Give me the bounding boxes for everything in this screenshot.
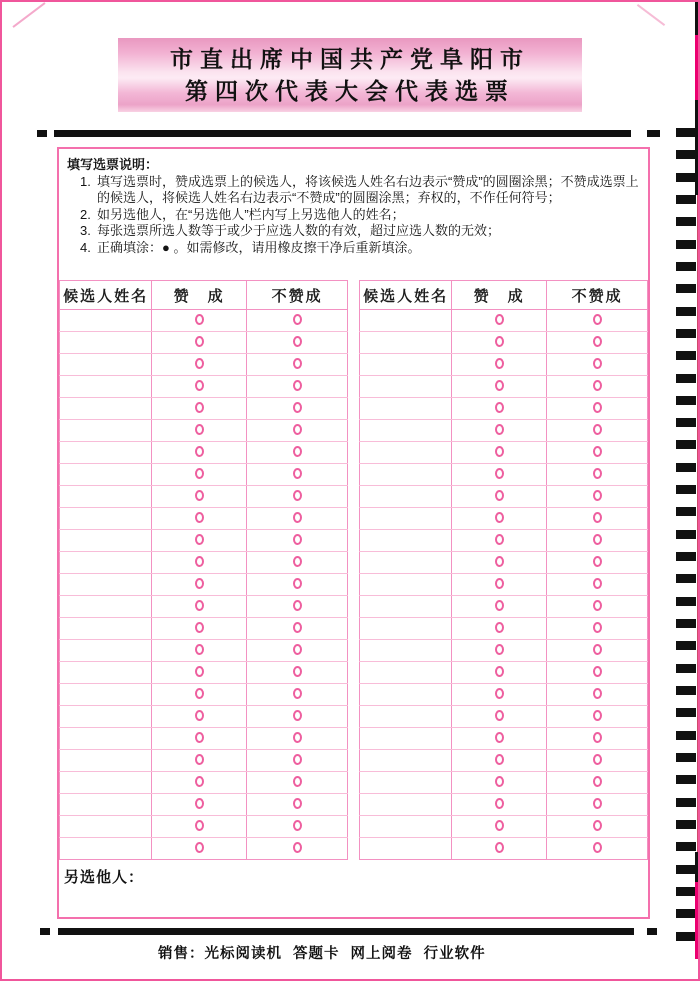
timing-mark bbox=[676, 753, 696, 762]
ballot-row bbox=[360, 750, 648, 772]
disapprove-bubble[interactable] bbox=[293, 424, 302, 435]
approve-bubble[interactable] bbox=[195, 556, 204, 567]
disapprove-bubble[interactable] bbox=[593, 336, 602, 347]
instruction-number: 3. bbox=[80, 223, 91, 238]
candidate-name-cell[interactable] bbox=[60, 398, 152, 420]
ballot-row bbox=[360, 794, 648, 816]
disapprove-bubble[interactable] bbox=[293, 534, 302, 545]
candidate-name-cell[interactable] bbox=[60, 684, 152, 706]
approve-bubble[interactable] bbox=[495, 512, 504, 523]
timing-mark bbox=[676, 128, 696, 137]
approve-bubble[interactable] bbox=[195, 578, 204, 589]
instruction-text: 每张选票所选人数等于或少于应选人数的有效，超过应选人数的无效； bbox=[97, 223, 501, 238]
title-line-1: 市直出席中国共产党阜阳市 bbox=[170, 46, 530, 72]
approve-bubble[interactable] bbox=[495, 534, 504, 545]
approve-bubble[interactable] bbox=[195, 644, 204, 655]
ballot-row bbox=[60, 728, 348, 750]
candidate-name-cell[interactable] bbox=[360, 772, 452, 794]
approve-bubble[interactable] bbox=[195, 688, 204, 699]
title-line-2: 第四次代表大会代表选票 bbox=[185, 78, 515, 104]
ballot-row bbox=[360, 442, 648, 464]
disapprove-bubble[interactable] bbox=[593, 402, 602, 413]
disapprove-bubble[interactable] bbox=[293, 798, 302, 809]
ballot-row bbox=[360, 684, 648, 706]
timing-mark bbox=[676, 619, 696, 628]
timing-mark bbox=[676, 530, 696, 539]
approve-bubble[interactable] bbox=[495, 688, 504, 699]
timing-mark bbox=[676, 842, 696, 851]
disapprove-bubble[interactable] bbox=[593, 732, 602, 743]
approve-bubble[interactable] bbox=[195, 314, 204, 325]
disapprove-bubble[interactable] bbox=[293, 446, 302, 457]
ballot-row bbox=[60, 530, 348, 552]
candidate-name-cell[interactable] bbox=[360, 574, 452, 596]
approve-bubble[interactable] bbox=[495, 732, 504, 743]
sync-square-icon bbox=[40, 928, 50, 935]
disapprove-bubble[interactable] bbox=[293, 402, 302, 413]
ballot-row bbox=[360, 508, 648, 530]
candidate-name-cell[interactable] bbox=[360, 376, 452, 398]
candidate-name-cell[interactable] bbox=[360, 684, 452, 706]
approve-bubble[interactable] bbox=[195, 512, 204, 523]
timing-mark bbox=[676, 329, 696, 338]
ballot-row bbox=[60, 838, 348, 860]
ballot-row bbox=[60, 442, 348, 464]
disapprove-bubble[interactable] bbox=[293, 358, 302, 369]
approve-bubble[interactable] bbox=[495, 842, 504, 853]
timing-mark bbox=[676, 731, 696, 740]
candidate-name-cell[interactable] bbox=[360, 838, 452, 860]
timing-mark bbox=[676, 374, 696, 383]
disapprove-bubble[interactable] bbox=[593, 468, 602, 479]
disapprove-bubble[interactable] bbox=[593, 358, 602, 369]
timing-mark bbox=[676, 597, 696, 606]
timing-mark bbox=[676, 664, 696, 673]
disapprove-bubble[interactable] bbox=[593, 842, 602, 853]
candidate-name-cell[interactable] bbox=[60, 816, 152, 838]
ballot-row bbox=[360, 662, 648, 684]
instructions-block bbox=[59, 149, 648, 280]
approve-bubble[interactable] bbox=[495, 424, 504, 435]
calibration-strip-black-upper bbox=[695, 100, 700, 195]
timing-mark bbox=[676, 686, 696, 695]
approve-bubble[interactable] bbox=[495, 666, 504, 677]
instructions-heading: 填写选票说明： bbox=[67, 157, 159, 172]
candidate-name-cell[interactable] bbox=[360, 354, 452, 376]
ballot-row bbox=[60, 750, 348, 772]
ballot-row bbox=[60, 596, 348, 618]
ballot-row bbox=[360, 574, 648, 596]
disapprove-bubble[interactable] bbox=[593, 556, 602, 567]
candidate-name-cell[interactable] bbox=[60, 332, 152, 354]
disapprove-bubble[interactable] bbox=[293, 336, 302, 347]
disapprove-bubble[interactable] bbox=[293, 314, 302, 325]
ballot-row bbox=[60, 684, 348, 706]
candidate-name-cell[interactable] bbox=[360, 464, 452, 486]
column-header-disapprove: 不赞成 bbox=[547, 281, 648, 310]
approve-bubble[interactable] bbox=[495, 314, 504, 325]
ballot-row bbox=[60, 618, 348, 640]
sync-long-bar bbox=[54, 130, 631, 137]
candidate-name-cell[interactable] bbox=[360, 618, 452, 640]
disapprove-bubble[interactable] bbox=[593, 666, 602, 677]
column-header-approve: 赞 成 bbox=[152, 281, 247, 310]
ballot-row bbox=[360, 530, 648, 552]
candidate-name-cell[interactable] bbox=[360, 662, 452, 684]
candidate-name-cell[interactable] bbox=[360, 398, 452, 420]
ballot-row bbox=[360, 398, 648, 420]
disapprove-bubble[interactable] bbox=[293, 622, 302, 633]
ballot-row bbox=[60, 420, 348, 442]
approve-bubble[interactable] bbox=[495, 402, 504, 413]
approve-bubble[interactable] bbox=[195, 380, 204, 391]
sync-long-bar bbox=[58, 928, 634, 935]
instruction-number: 2. bbox=[80, 206, 91, 222]
disapprove-bubble[interactable] bbox=[593, 798, 602, 809]
disapprove-bubble[interactable] bbox=[293, 578, 302, 589]
approve-bubble[interactable] bbox=[195, 776, 204, 787]
timing-mark bbox=[676, 887, 696, 896]
candidate-name-cell[interactable] bbox=[360, 552, 452, 574]
instruction-number: 4. bbox=[80, 239, 91, 255]
timing-mark bbox=[676, 865, 696, 874]
timing-mark bbox=[676, 195, 696, 204]
calibration-strip-magenta-bottom bbox=[695, 882, 700, 959]
candidate-name-cell[interactable] bbox=[360, 596, 452, 618]
ballot-row bbox=[360, 332, 648, 354]
candidate-name-cell[interactable] bbox=[60, 574, 152, 596]
ballot-row bbox=[60, 552, 348, 574]
timing-mark bbox=[676, 351, 696, 360]
instruction-item-2 bbox=[67, 207, 640, 224]
disapprove-bubble[interactable] bbox=[593, 622, 602, 633]
approve-bubble[interactable] bbox=[195, 820, 204, 831]
timing-mark bbox=[676, 708, 696, 717]
column-header-disapprove: 不赞成 bbox=[247, 281, 348, 310]
candidate-name-cell[interactable] bbox=[60, 706, 152, 728]
column-header-candidate-name: 候选人姓名 bbox=[360, 281, 452, 310]
candidate-name-cell[interactable] bbox=[60, 838, 152, 860]
candidate-name-cell[interactable] bbox=[60, 508, 152, 530]
timing-mark bbox=[676, 463, 696, 472]
disapprove-bubble[interactable] bbox=[293, 468, 302, 479]
disapprove-bubble[interactable] bbox=[293, 842, 302, 853]
disapprove-bubble[interactable] bbox=[593, 600, 602, 611]
ballot-row bbox=[360, 310, 648, 332]
disapprove-bubble[interactable] bbox=[593, 314, 602, 325]
disapprove-bubble[interactable] bbox=[293, 754, 302, 765]
candidate-name-cell[interactable] bbox=[60, 662, 152, 684]
ballot-row bbox=[60, 398, 348, 420]
sync-end-dash bbox=[647, 928, 657, 935]
ballot-row bbox=[360, 354, 648, 376]
ballot-row bbox=[360, 816, 648, 838]
ballot-row bbox=[360, 772, 648, 794]
instruction-text: 如另选他人，在“另选他人”栏内写上另选他人的姓名； bbox=[97, 206, 405, 222]
candidate-name-cell[interactable] bbox=[60, 486, 152, 508]
timing-mark bbox=[676, 798, 696, 807]
timing-mark bbox=[676, 396, 696, 405]
approve-bubble[interactable] bbox=[495, 446, 504, 457]
candidate-name-cell[interactable] bbox=[360, 728, 452, 750]
disapprove-bubble[interactable] bbox=[593, 446, 602, 457]
candidate-name-cell[interactable] bbox=[60, 640, 152, 662]
disapprove-bubble[interactable] bbox=[293, 490, 302, 501]
timing-mark bbox=[676, 262, 696, 271]
approve-bubble[interactable] bbox=[495, 622, 504, 633]
candidate-name-cell[interactable] bbox=[60, 354, 152, 376]
calibration-strip-black-top bbox=[695, 2, 700, 35]
ballot-form-box bbox=[57, 147, 650, 919]
timing-mark bbox=[676, 820, 696, 829]
approve-bubble[interactable] bbox=[195, 754, 204, 765]
ballot-tables bbox=[59, 280, 648, 859]
ballot-row bbox=[60, 310, 348, 332]
candidate-name-cell[interactable] bbox=[60, 728, 152, 750]
ballot-row bbox=[360, 552, 648, 574]
candidate-name-cell[interactable] bbox=[60, 530, 152, 552]
approve-bubble[interactable] bbox=[495, 754, 504, 765]
timing-mark bbox=[676, 641, 696, 650]
candidate-name-cell[interactable] bbox=[60, 596, 152, 618]
disapprove-bubble[interactable] bbox=[593, 776, 602, 787]
column-header-approve: 赞 成 bbox=[452, 281, 547, 310]
ballot-row bbox=[360, 420, 648, 442]
timing-mark bbox=[676, 418, 696, 427]
timing-mark bbox=[676, 284, 696, 293]
disapprove-bubble[interactable] bbox=[593, 490, 602, 501]
ballot-row bbox=[360, 618, 648, 640]
ballot-row bbox=[60, 464, 348, 486]
approve-bubble[interactable] bbox=[195, 446, 204, 457]
approve-bubble[interactable] bbox=[195, 600, 204, 611]
candidate-name-cell[interactable] bbox=[60, 310, 152, 332]
ballot-row bbox=[60, 640, 348, 662]
approve-bubble[interactable] bbox=[195, 336, 204, 347]
approve-bubble[interactable] bbox=[495, 556, 504, 567]
approve-bubble[interactable] bbox=[195, 358, 204, 369]
approve-bubble[interactable] bbox=[495, 820, 504, 831]
timing-mark bbox=[676, 307, 696, 316]
timing-mark bbox=[676, 150, 696, 159]
approve-bubble[interactable] bbox=[195, 798, 204, 809]
instruction-number: 1. bbox=[80, 173, 91, 189]
ballot-table-left bbox=[59, 280, 348, 859]
ballot-row bbox=[60, 332, 348, 354]
approve-bubble[interactable] bbox=[495, 578, 504, 589]
timing-mark bbox=[676, 240, 696, 249]
disapprove-bubble[interactable] bbox=[293, 820, 302, 831]
disapprove-bubble[interactable] bbox=[593, 820, 602, 831]
candidate-name-cell[interactable] bbox=[60, 794, 152, 816]
disapprove-bubble[interactable] bbox=[593, 512, 602, 523]
ballot-row bbox=[60, 376, 348, 398]
approve-bubble[interactable] bbox=[495, 600, 504, 611]
disapprove-bubble[interactable] bbox=[293, 512, 302, 523]
ballot-row bbox=[360, 728, 648, 750]
approve-bubble[interactable] bbox=[195, 424, 204, 435]
ballot-row bbox=[360, 486, 648, 508]
disapprove-bubble[interactable] bbox=[293, 644, 302, 655]
omr-sync-bar-top bbox=[2, 130, 700, 137]
disapprove-bubble[interactable] bbox=[293, 666, 302, 677]
approve-bubble[interactable] bbox=[495, 710, 504, 721]
approve-bubble[interactable] bbox=[195, 468, 204, 479]
timing-mark bbox=[676, 507, 696, 516]
disapprove-bubble[interactable] bbox=[293, 776, 302, 787]
sync-end-dash bbox=[647, 130, 660, 137]
ballot-row bbox=[60, 508, 348, 530]
candidate-name-cell[interactable] bbox=[360, 750, 452, 772]
calibration-strip-black-lower bbox=[695, 852, 700, 882]
instruction-text: 正确填涂：● 。如需修改，请用橡皮擦干净后重新填涂。 bbox=[97, 239, 421, 255]
timing-mark bbox=[676, 775, 696, 784]
approve-bubble[interactable] bbox=[195, 622, 204, 633]
ballot-row bbox=[60, 354, 348, 376]
ballot-row bbox=[60, 816, 348, 838]
ballot-row bbox=[360, 640, 648, 662]
candidate-name-cell[interactable] bbox=[360, 794, 452, 816]
sync-square-icon bbox=[37, 130, 47, 137]
ballot-title bbox=[118, 38, 582, 112]
disapprove-bubble[interactable] bbox=[593, 578, 602, 589]
ballot-row bbox=[360, 706, 648, 728]
column-header-candidate-name: 候选人姓名 bbox=[60, 281, 152, 310]
candidate-name-cell[interactable] bbox=[360, 640, 452, 662]
candidate-name-cell[interactable] bbox=[360, 442, 452, 464]
corner-cut-mark-right bbox=[637, 4, 665, 26]
ballot-row bbox=[60, 486, 348, 508]
candidate-name-cell[interactable] bbox=[360, 530, 452, 552]
disapprove-bubble[interactable] bbox=[593, 534, 602, 545]
write-in-label: 另选他人： bbox=[64, 869, 145, 886]
approve-bubble[interactable] bbox=[495, 776, 504, 787]
candidate-name-cell[interactable] bbox=[360, 420, 452, 442]
candidate-name-cell[interactable] bbox=[360, 310, 452, 332]
ballot-row bbox=[60, 662, 348, 684]
candidate-name-cell[interactable] bbox=[60, 750, 152, 772]
ballot-row bbox=[360, 464, 648, 486]
disapprove-bubble[interactable] bbox=[293, 600, 302, 611]
approve-bubble[interactable] bbox=[495, 336, 504, 347]
timing-mark bbox=[676, 440, 696, 449]
candidate-name-cell[interactable] bbox=[360, 706, 452, 728]
instruction-item-4 bbox=[67, 240, 640, 257]
candidate-name-cell[interactable] bbox=[60, 772, 152, 794]
disapprove-bubble[interactable] bbox=[593, 688, 602, 699]
corner-cut-mark-left bbox=[12, 2, 45, 28]
ballot-row bbox=[60, 772, 348, 794]
candidate-name-cell[interactable] bbox=[360, 816, 452, 838]
disapprove-bubble[interactable] bbox=[293, 556, 302, 567]
write-in-area[interactable] bbox=[59, 859, 648, 917]
candidate-name-cell[interactable] bbox=[360, 508, 452, 530]
timing-mark bbox=[676, 217, 696, 226]
calibration-strip-magenta-top bbox=[695, 35, 700, 100]
approve-bubble[interactable] bbox=[495, 380, 504, 391]
candidate-name-cell[interactable] bbox=[360, 332, 452, 354]
ballot-row bbox=[60, 706, 348, 728]
candidate-name-cell[interactable] bbox=[60, 442, 152, 464]
timing-mark bbox=[676, 909, 696, 918]
timing-mark bbox=[676, 932, 696, 941]
approve-bubble[interactable] bbox=[495, 358, 504, 369]
timing-mark bbox=[676, 574, 696, 583]
disapprove-bubble[interactable] bbox=[593, 644, 602, 655]
candidate-name-cell[interactable] bbox=[60, 464, 152, 486]
approve-bubble[interactable] bbox=[495, 490, 504, 501]
disapprove-bubble[interactable] bbox=[293, 380, 302, 391]
candidate-name-cell[interactable] bbox=[60, 376, 152, 398]
disapprove-bubble[interactable] bbox=[593, 754, 602, 765]
candidate-name-cell[interactable] bbox=[60, 552, 152, 574]
approve-bubble[interactable] bbox=[195, 732, 204, 743]
approve-bubble[interactable] bbox=[195, 710, 204, 721]
disapprove-bubble[interactable] bbox=[593, 710, 602, 721]
timing-mark bbox=[676, 173, 696, 182]
disapprove-bubble[interactable] bbox=[593, 380, 602, 391]
candidate-name-cell[interactable] bbox=[60, 618, 152, 640]
approve-bubble[interactable] bbox=[495, 468, 504, 479]
disapprove-bubble[interactable] bbox=[593, 424, 602, 435]
ballot-row bbox=[360, 838, 648, 860]
approve-bubble[interactable] bbox=[195, 842, 204, 853]
instruction-item-3 bbox=[67, 223, 640, 240]
instruction-text: 填写选票时，赞成选票上的候选人，将该候选人姓名右边表示“赞成”的圆圈涂黑；不赞成选票上的候选人，将候选人姓名右边表示“不赞成”的圆圈涂黑；弃权的，不作任何符号； bbox=[97, 173, 639, 205]
omr-sync-bar-bottom bbox=[2, 928, 700, 935]
approve-bubble[interactable] bbox=[195, 534, 204, 545]
sales-footer-text: 销售：光标阅读机 答题卡 网上阅卷 行业软件 bbox=[158, 946, 486, 962]
timing-mark bbox=[676, 485, 696, 494]
ballot-row bbox=[60, 794, 348, 816]
approve-bubble[interactable] bbox=[195, 490, 204, 501]
disapprove-bubble[interactable] bbox=[293, 710, 302, 721]
ballot-row bbox=[360, 376, 648, 398]
approve-bubble[interactable] bbox=[495, 798, 504, 809]
approve-bubble[interactable] bbox=[195, 402, 204, 413]
approve-bubble[interactable] bbox=[195, 666, 204, 677]
candidate-name-cell[interactable] bbox=[60, 420, 152, 442]
timing-mark bbox=[676, 552, 696, 561]
approve-bubble[interactable] bbox=[495, 644, 504, 655]
candidate-name-cell[interactable] bbox=[360, 486, 452, 508]
ballot-row bbox=[360, 596, 648, 618]
ballot-table-right bbox=[359, 280, 648, 859]
disapprove-bubble[interactable] bbox=[293, 732, 302, 743]
disapprove-bubble[interactable] bbox=[293, 688, 302, 699]
ballot-row bbox=[60, 574, 348, 596]
instruction-item-1 bbox=[67, 174, 640, 207]
